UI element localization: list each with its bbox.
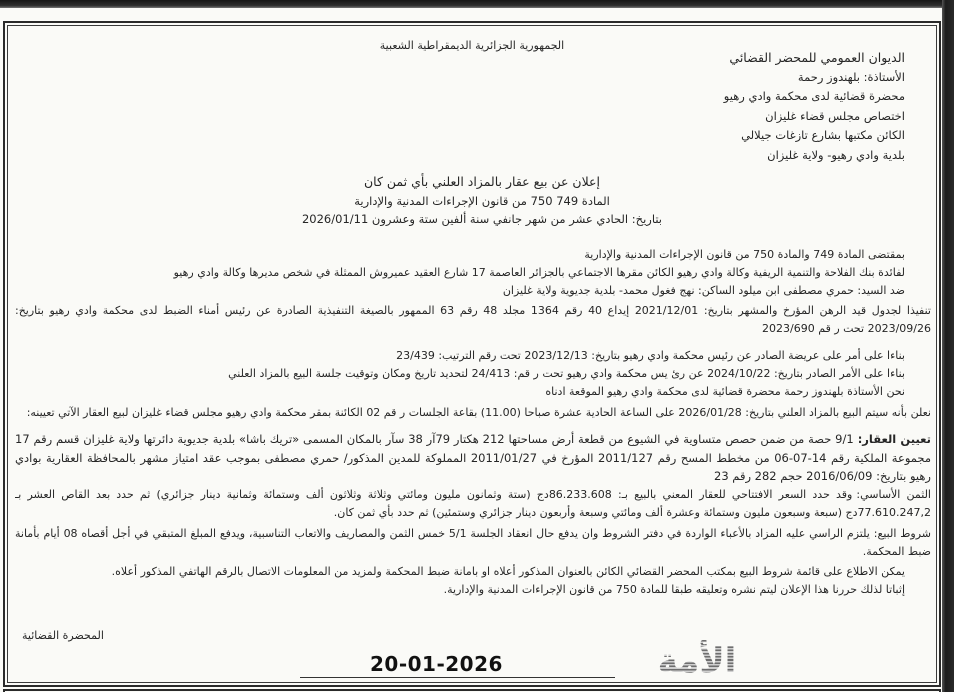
notice-legal-article: المادة 749 750 من قانون الإجراءات المدنية والإدارية xyxy=(354,193,610,208)
paragraph-sale-conditions xyxy=(15,525,931,561)
paragraph-session-order: بناءا على الأمر الصادر بتاريخ: 2024/10/22 عن رئ يس محكمة وادي رهيو تحت ر قم: 24/413 لتحديد تاريخ ومكان وتوقيت جلسة البيع بالمزاد العلني xyxy=(228,367,905,380)
paragraph-auction-announcement: نعلن بأنه سيتم البيع بالمزاد العلني بتاريخ: 2026/01/28 على الساعة الحادية عشرة صباحا (11.00) بقاعة الجلسات ر قم 02 الكائنة بمقر محكمة وادي رهيو مجلس قضاء غليزان لبيع العقار الآتي تعيينه: xyxy=(26,406,931,419)
office-address: الكائن مكتبها بشارع تازغات جيلالي xyxy=(741,128,905,143)
paragraph-attestation: إثباتا لذلك حررنا هذا الإعلان ليتم نشره وتعليقه طبقا للمادة 750 من قانون الإجراءات المدنية والإدارية. xyxy=(443,582,905,596)
paragraph-petition-order: بناءا على أمر على عريضة الصادر عن رئيس محكمة وادي رهيو بتاريخ: 2023/12/13 تحت رقم الترتيب: 23/439 xyxy=(396,349,905,362)
newspaper-logo: الأمة xyxy=(638,640,756,682)
paragraph-bailiff-statement: نحن الأستاذة بلهندوز رحمة محضرة قضائية لدى محكمة وادي رهيو الموقعة ادناه xyxy=(545,385,905,398)
paragraph-legal-basis: بمقتضى المادة 749 والمادة 750 من قانون الإجراءات المدنية والإدارية xyxy=(584,248,905,261)
paragraph-debtor: ضد السيد: حمري مصطفى ابن ميلود الساكن: نهج فغول محمد- بلدية جديوية ولاية غليزان xyxy=(502,284,905,297)
bailiff-jurisdiction: اختصاص مجلس قضاء غليزان xyxy=(765,108,905,123)
scan-right-edge xyxy=(942,0,954,692)
property-label: تعيين العقار: xyxy=(857,432,931,446)
bailiff-office-block xyxy=(724,48,905,166)
paragraph-property xyxy=(15,430,931,486)
paragraph-execution: تنفيذا لجدول قيد الرهن المؤرخ والمشهر بتاريخ: 2021/12/01 إيداع 40 رقم 1364 مجلد 48 رقم 63 الممهور بالصيغة التنفيذية الصادرة عن رئيس أمناء الضبط لدى محكمة وادي رهيو بتاريخ: 2023/09/26 تحت ر قم 2023/690 xyxy=(15,304,931,335)
sale-conditions-text: يلتزم الراسي عليه المزاد بالأعباء الواردة في دفتر الشروط وان يدفع حال انعقاد الجلسة 5/1 خمس الثمن والمصاريف والاتعاب التناسبية، ويدفع المبلغ المتبقي في أجل أقصاه 08 أيام بأمانة ضبط المحكمة. xyxy=(15,526,931,558)
paragraph-beneficiary: لفائدة بنك الفلاحة والتنمية الريفية وكالة وادي رهيو الكائن مقرها الاجتماعي بالجزائر العاصمة 17 شارع العقيد عميروش الممثلة في شخص مديرها وكالة وادي رهيو xyxy=(173,266,905,279)
paragraph-base-price xyxy=(15,486,931,522)
paragraph-inspection: يمكن الاطلاع على قائمة شروط البيع بمكتب المحضر القضائي الكائن بالعنوان المذكور أعلاه او بامانة ضبط المحكمة ولمزيد من المعلومات الاتصال بالرقم الهاتفي المذكور أعلاه. xyxy=(111,564,905,578)
bailiff-name: الأستاذة: بلهندوز رحمة xyxy=(797,69,905,84)
notice-body xyxy=(15,246,931,626)
publication-date: 20-01-2026 xyxy=(370,652,503,676)
notice-heading: إعلان عن بيع عقار بالمزاد العلني بأي ثمن كان xyxy=(364,174,600,189)
base-price-label: الثمن الأساسي: xyxy=(856,487,931,501)
base-price-text: وقد حدد السعر الافتتاحي للعقار المعني بالبيع بـ: 86.233.608دج (ستة وثمانون مليون ومائتي وثلاثة وثلاثون ألف وستمائة وثمانية دينار جزائري) ثم حدد بعد القاص العشر بـ 77.610.247,2دج (سبعة وسبعون مليون وستمائة وعشرة ألف ومائتي وسبعة وأربعون دينار جزائري وستمئين) ثم حدد بأي ثمن كان. xyxy=(15,487,931,519)
bailiff-signature: المحضرة القضائية xyxy=(22,629,104,642)
republic-header: الجمهورية الجزائرية الديمقراطية الشعبية xyxy=(379,39,565,52)
notice-date-line: بتاريخ: الحادي عشر من شهر جانفي سنة ألفين ستة وعشرون 2026/01/11 xyxy=(301,212,662,226)
publication-date-rule xyxy=(300,677,615,678)
legal-notice xyxy=(3,21,941,687)
scan-top-edge xyxy=(0,0,954,8)
bailiff-court: محضرة قضائية لدى محكمة وادي رهيو xyxy=(723,89,905,104)
property-text: 9/1 حصة من ضمن حصص متساوية في الشيوع من قطعة أرض مساحتها 212 هكتار 79آر 38 سآر بالمكان المسمى «تريك باشا» بلدية جديوية دائرتها ولاية غليزان قسم رقم 17 مجموعة الملكية رقم 14-07-06 من مخطط المسح رقم 2011/127 المؤرخ في 2011/01/27 المملوكة للمدين المذكور/ حمري مصطفى بموجب عقد امتياز مشهر بالمحافظة العقارية بوادي رهيو بتاريخ: 2016/06/09 حجم 282 رقم 23 xyxy=(15,432,931,483)
sale-conditions-label: شروط البيع: xyxy=(873,526,931,540)
notice-title-block xyxy=(25,173,939,229)
office-municipality: بلدية وادي رهيو- ولاية غليزان xyxy=(767,147,905,162)
office-name: الديوان العمومي للمحضر القضائي xyxy=(729,50,905,65)
